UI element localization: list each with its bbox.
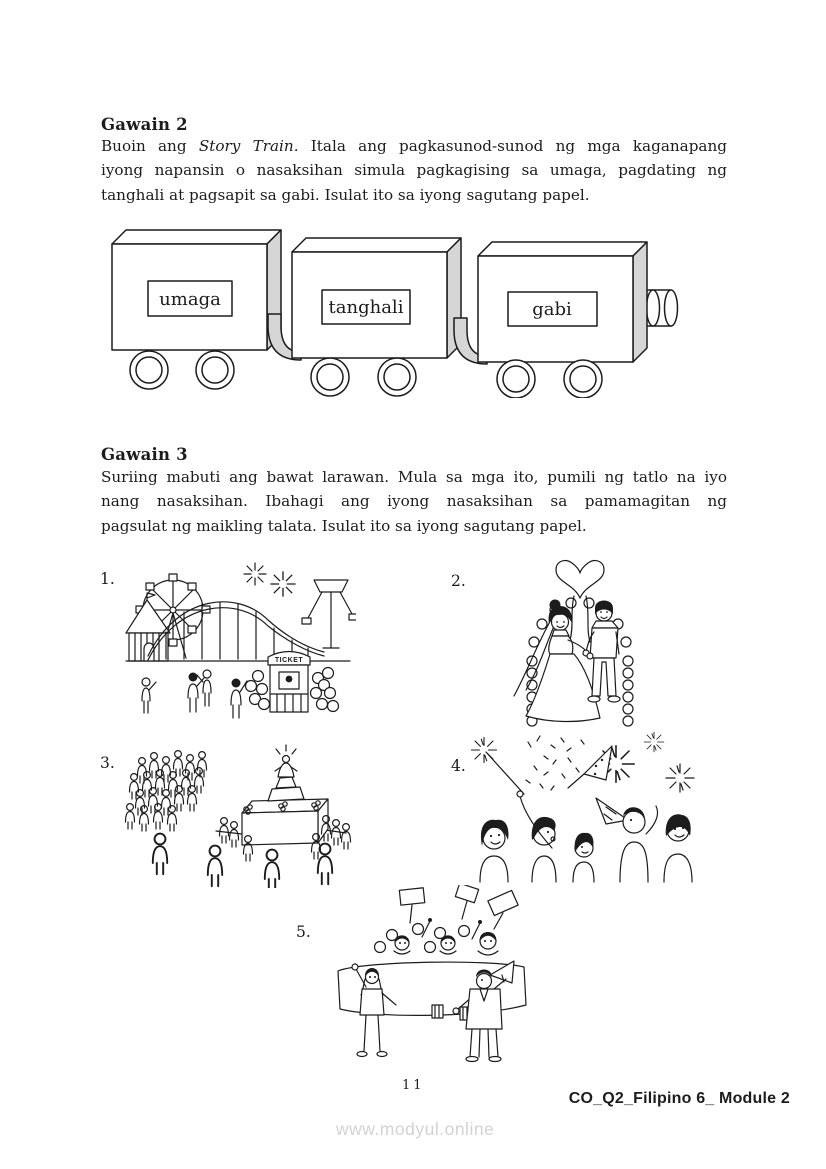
paragraph-line: pagsulat ng maikling talata. Isulat ito sa iyong sagutang papel. [101,516,587,535]
new-year-scene-illustration [456,730,706,885]
train-label: tanghali [328,297,404,318]
heart-icon [556,561,604,598]
gawain-2-heading: Gawain 2 [101,114,188,134]
ribbons-icon [570,596,590,642]
story-train-illustration [105,226,685,398]
rally-scene-illustration [322,885,540,1063]
crowd-people-icon [126,751,207,831]
placards-icon [399,885,518,929]
train-label: umaga [159,289,221,310]
text-run: Buoin ang [101,137,199,155]
train-car-gabi [478,242,647,362]
train-car-umaga [112,230,281,350]
train-car-tanghali [292,238,461,358]
italic-text-run: Story Train. [198,137,299,155]
watermark-text: www.modyul.online [336,1119,495,1139]
fireworks-icon [244,563,266,585]
paragraph-line: iyong napansin o nasaksihan simula pagkagising sa umaga, pagdating ng [101,161,727,180]
figure-4-number: 4. [451,757,466,775]
ticket-booth-icon [268,652,310,713]
gawain-3-paragraph [101,465,727,538]
circus-tent-icon [126,593,170,661]
party-hat-icon [568,746,612,788]
train-bumper-icon [647,290,678,326]
figure-3-number: 3. [100,754,115,772]
fireworks-icon [666,764,694,792]
paragraph-line: tanghali at pagsapit sa gabi. Isulat ito sa iyong sagutang papel. [101,185,590,204]
page-number: 11 [402,1078,425,1093]
procession-scene-illustration [120,733,355,888]
crowd-people-icon [375,918,499,955]
crowd-people-icon [142,670,247,718]
module-code-footer: CO_Q2_Filipino 6_ Module 2 [568,1090,790,1107]
paragraph-line [101,134,727,158]
celebrating-people-icon [480,791,692,882]
paragraph-line: Suriing mabuti ang bawat larawan. Mula sa mga ito, pumili ng tatlo na iyo [101,468,727,486]
fireworks-icon [271,572,295,596]
sparkler-icon [471,737,524,794]
figure-2-number: 2. [451,572,466,590]
figure-1-number: 1. [100,570,115,588]
wedding-scene-illustration [498,556,666,734]
carnival-scene-illustration [118,560,356,724]
fireworks-icon [644,732,664,752]
text-run: Itala ang pagkasunod-sunod ng mga kaganapang [298,137,727,155]
gawain-3-heading: Gawain 3 [101,444,188,464]
train-label: gabi [532,299,572,320]
paragraph-line: nang nasaksihan. Ibahagi ang iyong nasaksihan sa pamamagitan ng [101,492,727,511]
gawain-2-paragraph [101,134,727,207]
swing-ride-icon [302,580,356,648]
ticket-sign-label: TICKET [274,657,304,664]
figure-5-number: 5. [296,923,311,941]
